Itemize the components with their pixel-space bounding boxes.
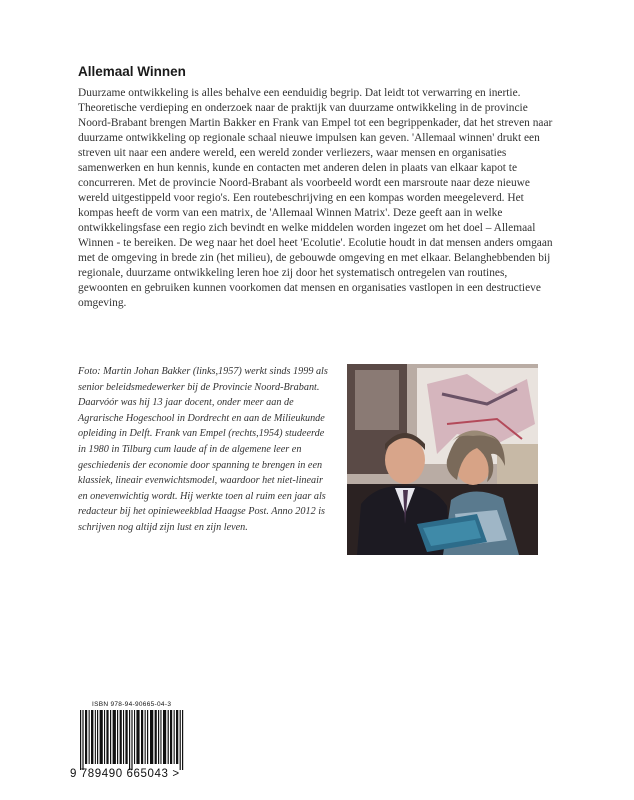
isbn-barcode	[70, 701, 200, 789]
book-title: Allemaal Winnen	[78, 64, 186, 79]
author-photo	[347, 364, 538, 555]
isbn-label: ISBN 978-94-90665-04-3	[92, 701, 172, 708]
barcode-bars	[70, 710, 198, 770]
photo-caption: Foto: Martin Johan Bakker (links,1957) werkt sinds 1999 als senior beleidsmedewerker bij de Provincie Noord-Brabant. Daarvóór was hij 13 jaar docent, onder meer aan de Agrarische Hogeschool in Dordrecht en aan de Milieukunde opleiding in Delft. Frank van Empel (rechts,1954) studeerde in 1980 in Tilburg cum laude af in de algemene leer en geschiedenis der economie door spanning te brengen in een klassiek, lineair evenwichtsmodel, waardoor het niet-lineair en onevenwichtig wordt. Hij werkte toen al ruim een jaar als redacteur bij het opinieweekblad Haagse Post. Anno 2012 is schrijven nog altijd zijn lust en zijn leven.	[78, 366, 328, 533]
back-cover-blurb: Duurzame ontwikkeling is alles behalve een eenduidig begrip. Dat leidt tot verwarring en inertie. Theoretische verdieping en onderzoek naar de praktijk van duurzame ontwikkeling in de provincie Noord-Brabant brengen Martin Bakker en Frank van Empel tot een begrippenkader, dat het streven naar duurzame ontwikkeling op regionale schaal nieuwe impulsen kan geven. 'Allemaal winnen' drukt een streven uit naar een andere wereld, een wereld zonder verliezers, waar mensen en organisaties samenwerken en hun kennis, kunde en contacten met anderen delen in plaats van elkaar kapot te concurreren. Met de provincie Noord-Brabant als voorbeeld wordt een marsroute naar deze nieuwe wereld uitgestippeld voor regio's. Een routebeschrijving en een kompas worden meegeleverd. Het kompas heeft de vorm van een matrix, de 'Allemaal Winnen Matrix'. Deze geeft aan in welke ontwikkelingsfase een regio zich bevindt en welke middelen worden ingezet om het doel – Allemaal Winnen - te bereiken. De weg naar het doel heet 'Ecolutie'. Ecolutie houdt in dat mensen anders omgaan met de omgeving in brede zin (het milieu), de gebouwde omgeving en met elkaar. Belanghebbenden bij regionale, duurzame ontwikkeling leren hoe zij door het systematisch ontregelen van routines, gewoonten en gebruiken kunnen voorkomen dat mensen en organisaties vastlopen in een destructieve omgeving.	[78, 87, 553, 309]
isbn-digits: 9 789490 665043 >	[70, 768, 180, 780]
